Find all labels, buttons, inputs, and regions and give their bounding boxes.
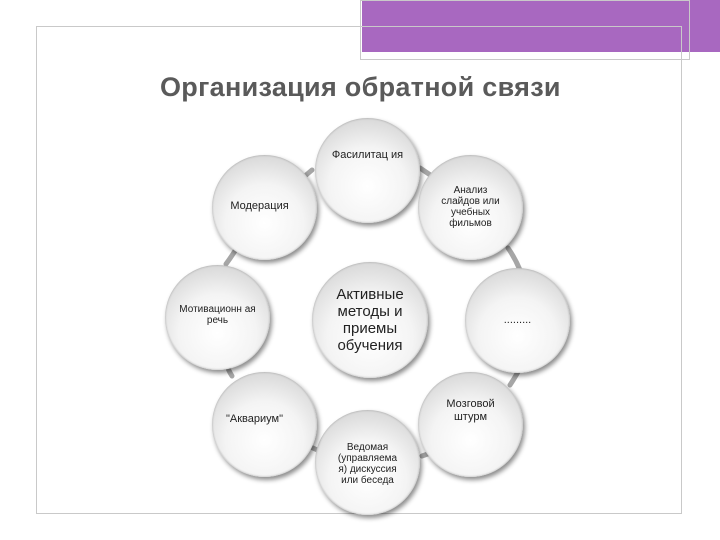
node-brainstorm: Мозговой штурм — [418, 372, 523, 477]
node-ellipsis: ......... — [465, 268, 570, 373]
node-aquarium: "Аквариум" — [212, 372, 317, 477]
node-moderation: Модерация — [212, 155, 317, 260]
node-center-active-methods: Активные методы и приемы обучения — [312, 262, 428, 378]
node-motivational-speech: Мотивационн ая речь — [165, 265, 270, 370]
node-facilitation: Фасилитац ия — [315, 118, 420, 223]
node-slide-analysis: Анализ слайдов или учебных фильмов — [418, 155, 523, 260]
node-guided-discussion: Ведомая (управляема я) дискуссия или беседа — [315, 410, 420, 515]
connector-right-top-middle — [508, 248, 520, 270]
slide-title: Организация обратной связи — [160, 72, 561, 102]
